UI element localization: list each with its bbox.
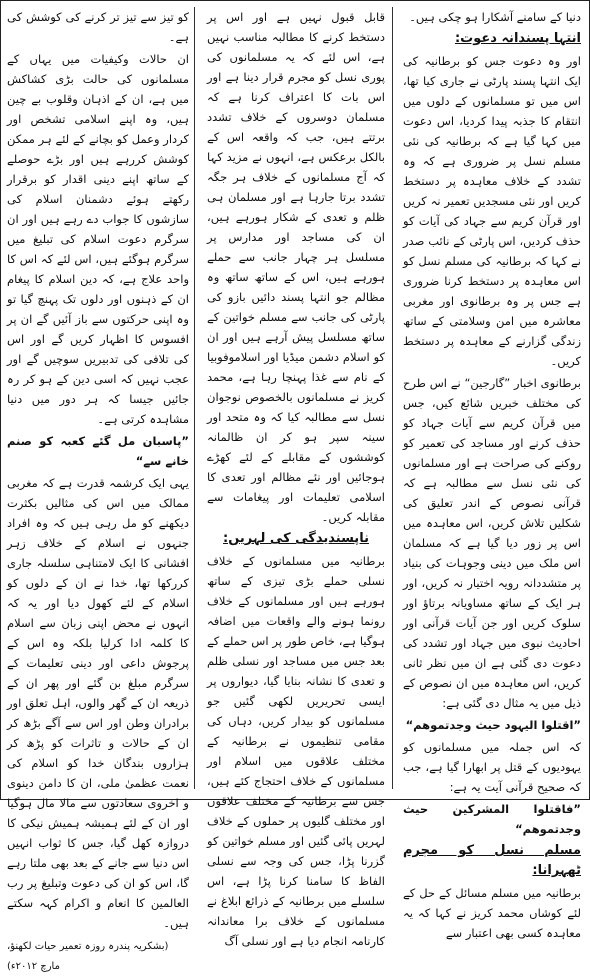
paragraph: کو تیز سے تیز تر کرنے کی کوشش کی ہے۔ bbox=[7, 10, 189, 44]
paragraph: برطانیہ میں مسلمانوں کے خلاف نسلی حملے بڑی تیزی کے ساتھ ہورہے ہیں اور مسلمانوں کے خلاف رونما ہونے والے واقعات میں اضافہ ہوگیا ہے، خاص طور پر اس حملے کے بعد جس میں مساجد اور نسلی ظلم و تعدی کا نشانہ بنایا گیا، دیواروں پر ایسی تحریریں لکھی گئیں جو مسلمانوں کو بیدار کریں، دہاں کی مقامی تنظیموں نے برطانیہ کے مختلف علاقوں میں اسلام اور مسلمانوں کے خلاف احتجاج کئے ہیں، جس سے برطانیہ کے مختلف علاقوں اور مختلف گلیوں پر حملوں کے خلاف لہریں پائی گئیں اور مسلم خواتین کو گزرنا پڑا، جس کی وجہ سے نسلی الفاظ کا سامنا کرنا پڑا ہے، اس سلسلے میں برطانیہ کے ذرائع ابلاغ نے مسلمانوں کے خلاف برا معاندانہ کارنامہ انجام دیا ہے اور نسلی آگ bbox=[207, 554, 385, 948]
paragraph: یہی ایک کرشمہ قدرت ہے کہ مغربی ممالک میں اس کی مثالیں بکثرت دیکھنے کو مل رہی ہیں کہ وہ افراد جنہوں نے اسلام کے خلاف زہر افشانی کا ایک لامتناہی سلسلہ جاری کررکھا تھا، خدا نے ان کے دلوں کو اسلام کے لئے کھول دیا اور یہ کہ انہوں نے محض اپنی زبان سے اسلام کا کلمہ ادا کرلیا بلکہ وہ اس کے پرجوش داعی اور دینی تعلیمات کے سرگرم مبلغ بن گئے اور پھر ان کے ذریعہ ان کے گھر والوں، اہل تعلق اور برادران وطن اور اس سے آگے بڑھ کر ان کے حالات و تاثرات کو پڑھ کر ہزاروں بندگان خدا کو اسلام کی نعمت عظمیٰ ملی، ان کا دامن دینوی و اخروی سعادتوں سے مالا مال ہوگیا اور ان کے لئے ہمیشہ ہمیش نیکی کا دروازہ کھل گیا، جس کا ثواب انہیں اس دنیا سے جانے کے بعد بھی ملتا رہے گا، اس کو ان کی دعوت وتبلیغ پر رب العالمین کا انعام و اکرام کہہ سکتے ہیں۔ bbox=[7, 476, 189, 930]
quote: ”اقتلوا الیہود حیث وجدتموھم“ bbox=[405, 718, 581, 732]
column-right bbox=[403, 7, 581, 940]
paragraph: ان حالات وکیفیات میں یہاں کے مسلمانوں کی حالت بڑی کشاکش میں ہے، ان کے اذہان وقلوب بے چین ہیں، وہ اپنے اسلامی تشخص اور کردار وعمل کو بچانے کے لئے ہر ممکن کوشش کررہے ہیں اور بڑے حوصلے کے ساتھ اپنے دینی اقدار کو برقرار رکھتے ہوئے دشمنان اسلام کی سازشوں کا جواب دے رہے ہیں اور ان سرگرم دعوت اسلام کی تبلیغ میں سرگرم ہوگئے ہیں، اس لئے کہ اس کا واحد علاج ہے، کہ دین اسلام کا پیغام ان کے ذہنوں اور دلوں تک پہنچ گیا تو وہ اپنی حرکتوں سے باز آئیں گے ان پر افسوس کا اظہار کریں گے اور اس کی تلافی کی تدبیریں سوچیں گے اور عجب نہیں کہ اسی دین کے ہو کر رہ جائیں جیسا کہ ہر دور میں دنیا مشاہدہ کرتی ہے۔ bbox=[7, 52, 189, 426]
quote: ”فاقتلوا المشرکین حیث وجدتموھم“ bbox=[403, 802, 581, 836]
top-line: دنیا کے سامنے آشکارا ہو چکی ہیں۔ bbox=[409, 10, 581, 24]
column-divider bbox=[194, 7, 195, 789]
quote: ”پاسبان مل گئے کعبہ کو صنم خانے سے“ bbox=[7, 434, 189, 468]
section-heading: مسلم نسل کو مجرم ٹھہرانا: bbox=[403, 843, 581, 878]
column-divider bbox=[392, 7, 393, 789]
paragraph: برطانیہ میں مسلم مسائل کے حل کے لئے کوشاں محمد کریز نے کہا کہ یہ معاہدہ کسی بھی اعتبار سے bbox=[403, 886, 581, 940]
column-left bbox=[7, 7, 189, 972]
column-middle bbox=[207, 7, 385, 948]
paragraph: کہ اس جملہ میں مسلمانوں کو یہودیوں کے قتل پر ابھارا گیا ہے، جب کہ صحیح قرآنی آیت یہ ہے: bbox=[403, 740, 581, 794]
paragraph: برطانوی اخبار ”گارجین“ نے اس طرح کی مختلف خبریں شائع کیں، جس میں قرآن کریم سے آیات جہاد کو حذف کرنے اور مساجد کی تعمیر کو روکنے کی صراحت ہے اور مسلمانوں کی نئی نسل سے مطالبہ ہے کہ قرآنی نصوص کے اندر تعلیق کی شکلیں تلاش کریں، اس معاہدہ میں اس پر زور دیا گیا ہے کہ مسلمان اس ملک میں دینی وجوہات کی بنیاد پر متشددانہ رویہ اختیار نہ کریں، اور ہر ایک کے ساتھ مساویانہ برتاؤ اور سلوک کریں اور جن آیات قرآنی اور احادیث نبوی میں جہاد اور تشدد کی دعوت دی گئی ہے ان میں نظر ثانی کریں، اس معاہدہ میں ان نصوص کے ذیل میں یہ مثال دی گئی ہے: bbox=[403, 376, 581, 710]
section-heading: انتہا پسندانہ دعوت: bbox=[454, 31, 581, 46]
paragraph: قابل قبول نہیں ہے اور اس پر دستخط کرنے کا مطالبہ مناسب نہیں ہے، اس لئے کہ یہ مسلمانوں کی پوری نسل کو مجرم قرار دینا ہے اور اس بات کا اعتراف کرنا ہے کہ مسلمان دوسروں کے خلاف تشدد برتتے ہیں، جب کہ واقعہ اس کے بالکل برعکس ہے، انہوں نے مزید کہا کہ آج مسلمانوں کے خلاف ہر جگہ تشدد برتا جارہا ہے اور مسلمان ہی ظلم و تعدی کے شکار ہورہے ہیں، ان کی مساجد اور مدارس پر مسلسل ہر چہار جانب سے حملے ہورہے ہیں، اس کے ساتھ ساتھ وہ مظالم جو انتہا پسند دائیں بازو کی پارٹی کی جانب سے مسلم خواتین کے ساتھ مسلسل پیش آرہے ہیں اور ان کو اسلام دشمن میڈیا اور اسلاموفوبیا کے نام سے غذا پہنچا رہا ہے، محمد کریز نے مسلمانوں بالخصوص نوجوان نسل سے مطالبہ کیا کہ وہ متحد اور سینہ سپر ہو کر ان ظالمانہ کوششوں کے مقابلے کے لئے کھڑے ہوجائیں اور نئے مظالم اور تعدی کا اسلامی تعلیمات اور پیغامات سے مقابلہ کریں۔ bbox=[207, 10, 385, 524]
section-heading: ناپسندیدگی کی لہریں: bbox=[223, 531, 369, 546]
paragraph: اور وہ دعوت جس کو برطانیہ کی ایک انتہا پسند پارٹی نے جاری کیا تھا، اس میں تو مسلمانوں کے دلوں میں انتقام کا جذبہ پیدا کردیا، اس دعوت میں کہا گیا ہے کہ برطانیہ کی نئی مسلم نسل پر ضروری ہے کہ وہ تشدد کے خلاف معاہدہ پر دستخط کریں اور نئی مسجدیں تعمیر نہ کریں اور قرآن کریم سے جہاد کی آیات کو حذف کردیں، اس پارٹی کے نائب صدر نے کہا کہ برطانیہ کی مسلم نسل کو اس معاہدہ پر دستخط کرنا ضروری ہے جس پر وہ برطانوی اور مغربی معاشرہ میں امن وسلامتی کے ساتھ زندگی گزارنے کے معاہدہ پر دستخط کریں۔ bbox=[403, 54, 581, 368]
source-footnote: (بشکریہ پندرہ روزہ تعمیر حیات لکھنؤ، مارچ ۲۰۱۲ء) bbox=[7, 941, 169, 972]
